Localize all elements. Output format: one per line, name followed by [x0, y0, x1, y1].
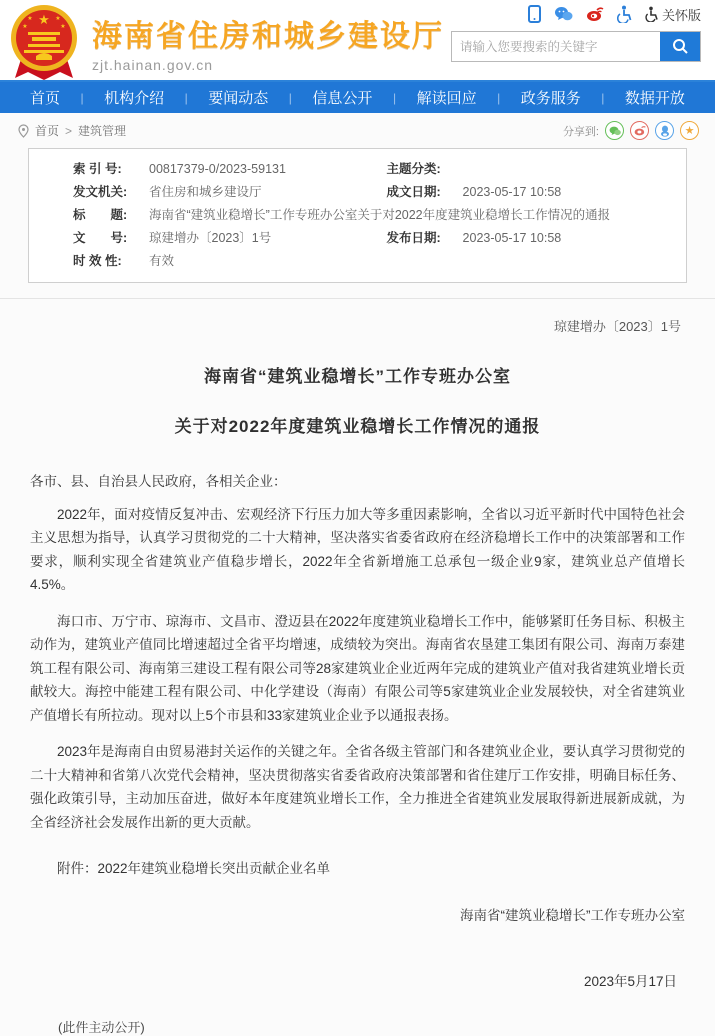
site-url: zjt.hainan.gov.cn	[92, 57, 214, 73]
nav-item-home[interactable]: 首页	[30, 90, 61, 107]
meta-row	[73, 181, 676, 204]
meta-label-issuing-agency: 发文机关:	[73, 185, 128, 199]
svg-text:★: ★	[60, 24, 66, 30]
location-pin-icon	[18, 124, 29, 138]
meta-row	[73, 250, 676, 273]
search-box	[451, 31, 701, 62]
main-nav	[0, 82, 715, 113]
nav-item-gov-services[interactable]: 政务服务	[520, 90, 581, 107]
meta-label-topic-category: 主题分类:	[386, 162, 441, 176]
nav-separator: |	[288, 90, 292, 105]
quick-icons	[451, 4, 701, 24]
content-divider	[0, 298, 715, 299]
nav-item-org-intro[interactable]: 机构介绍	[104, 90, 165, 107]
meta-row	[73, 227, 676, 250]
share-qq-icon[interactable]	[655, 121, 674, 140]
doc-title-line1: 海南省“建筑业稳增长”工作专班办公室	[204, 367, 511, 386]
share-wechat-icon[interactable]	[605, 121, 624, 140]
meta-value-doc-number: 琼建增办〔2023〕1号	[149, 231, 272, 245]
nav-separator: |	[497, 90, 501, 105]
nav-item-open-data[interactable]: 数据开放	[624, 90, 685, 107]
search-icon	[672, 38, 689, 55]
doc-attachment-line: 附件：2022年建筑业稳增长突出贡献企业名单	[57, 861, 331, 877]
nav-separator: |	[80, 90, 84, 105]
site-title: 海南省住房和城乡建设厅	[92, 20, 444, 53]
nav-separator: |	[392, 90, 397, 105]
mobile-phone-icon[interactable]	[528, 5, 541, 23]
meta-label-doc-number: 文 号:	[73, 231, 128, 245]
meta-label-validity: 时 效 性:	[73, 254, 122, 268]
meta-value-title: 海南省“建筑业稳增长”工作专班办公室关于对2022年度建筑业稳增长工作情况的通报	[149, 208, 611, 222]
nav-item-interpretation[interactable]: 解读回应	[416, 90, 477, 107]
svg-text:★: ★	[38, 12, 50, 27]
meta-row	[73, 158, 676, 181]
site-header	[0, 0, 715, 82]
doc-content	[0, 316, 715, 1036]
doc-reference-number: 琼建增办〔2023〕1号	[553, 319, 681, 334]
care-version-icon	[645, 6, 660, 22]
wheelchair-accessibility-icon[interactable]	[617, 5, 632, 23]
doc-meta-table	[28, 148, 687, 283]
doc-paragraph-1: 2022年，面对疫情反复冲击、宏观经济下行压力加大等多重因素影响，全省以习近平新时代中国特色社会主义思想为指导，认真学习贯彻党的二十大精神，坚决落实省委省政府在经济稳增长工作中的决策部署和工作要求，顺利实现全省建筑业产值稳步增长，2022年全省新增施工总承包一级企业9家，建筑业总产值增长4.5%。	[30, 507, 685, 593]
share-weibo-icon[interactable]	[630, 121, 649, 140]
meta-value-topic-category	[459, 158, 676, 181]
doc-paragraph-3: 2023年是海南自由贸易港封关运作的关键之年。全省各级主管部门和各建筑业企业，要认真学习贯彻党的二十大精神和省第八次党代会精神，坚决贯彻落实省委省政府决策部署和省住建厅工作安排，明确目标任务、强化政策引导，主动加压奋进，做好本年度建筑业增长工作，全力推进全省建筑业发展取得新进展新成就，为全省经济社会发展作出新的更大贡献。	[30, 744, 685, 830]
breadcrumb-separator: >	[65, 123, 73, 138]
doc-disclosure-note: (此件主动公开)	[58, 1020, 145, 1036]
meta-label-title: 标 题:	[73, 208, 128, 222]
search-button[interactable]	[660, 32, 700, 61]
doc-salutation: 各市、县、自治县人民政府，各相关企业：	[30, 474, 287, 489]
meta-row	[73, 204, 676, 227]
nav-separator: |	[601, 90, 605, 105]
share-favorite-star-icon[interactable]: ★	[680, 121, 699, 140]
meta-value-validity: 有效	[149, 254, 175, 268]
doc-signer: 海南省“建筑业稳增长”工作专班办公室	[460, 908, 685, 924]
doc-paragraph-2: 海口市、万宁市、琼海市、文昌市、澄迈县在2022年度建筑业稳增长工作中，能够紧盯任务目标、积极主动作为，建筑业产值同比增速超过全省平均增速，成绩较为突出。海南省农垦建工集团有限公司、海南万泰建筑工程有限公司、海南第三建设工程有限公司等28家建筑业企业近两年完成的建筑业产值对我省建筑业增长贡献较大。海控中能建工程有限公司、中化学建设（海南）有限公司等5家建筑业企业发展较快，对全省建筑业产值增长有所拉动。现对以上5个市县和33家建筑业企业予以通报表扬。	[30, 613, 685, 723]
site-ident	[92, 11, 444, 73]
wechat-icon[interactable]	[554, 6, 573, 22]
nav-item-news[interactable]: 要闻动态	[208, 90, 269, 107]
meta-value-index-no: 00817379-0/2023-59131	[149, 162, 286, 176]
breadcrumb-current: 建筑管理	[78, 124, 127, 138]
meta-value-issuing-agency: 省住房和城乡建设厅	[149, 185, 262, 199]
care-version-label: 关怀版	[661, 7, 701, 23]
weibo-icon[interactable]	[586, 6, 604, 22]
national-emblem-icon	[8, 4, 80, 80]
breadcrumb	[18, 122, 126, 139]
search-input[interactable]	[452, 32, 660, 61]
svg-text:★: ★	[55, 16, 61, 22]
meta-label-written-date: 成文日期:	[386, 185, 441, 199]
doc-title-line2: 关于对2022年度建筑业稳增长工作情况的通报	[174, 417, 541, 436]
header-tools	[451, 4, 701, 62]
doc-date: 2023年5月17日	[583, 974, 677, 990]
meta-label-publish-date: 发布日期:	[386, 231, 441, 245]
meta-label-index-no: 索 引 号:	[73, 162, 122, 176]
svg-text:★: ★	[22, 24, 28, 30]
breadcrumb-home[interactable]: 首页	[35, 124, 60, 138]
care-version-link[interactable]	[645, 5, 701, 24]
national-emblem-logo	[8, 4, 80, 80]
meta-value-written-date: 2023-05-17 10:58	[462, 185, 562, 199]
share-bar	[563, 121, 699, 140]
share-label: 分享到:	[562, 125, 599, 138]
nav-item-info-disclosure[interactable]: 信息公开	[312, 90, 373, 107]
nav-separator: |	[184, 90, 188, 105]
meta-value-publish-date: 2023-05-17 10:58	[462, 231, 562, 245]
breadcrumb-row	[0, 113, 715, 144]
svg-text:★: ★	[27, 16, 33, 22]
